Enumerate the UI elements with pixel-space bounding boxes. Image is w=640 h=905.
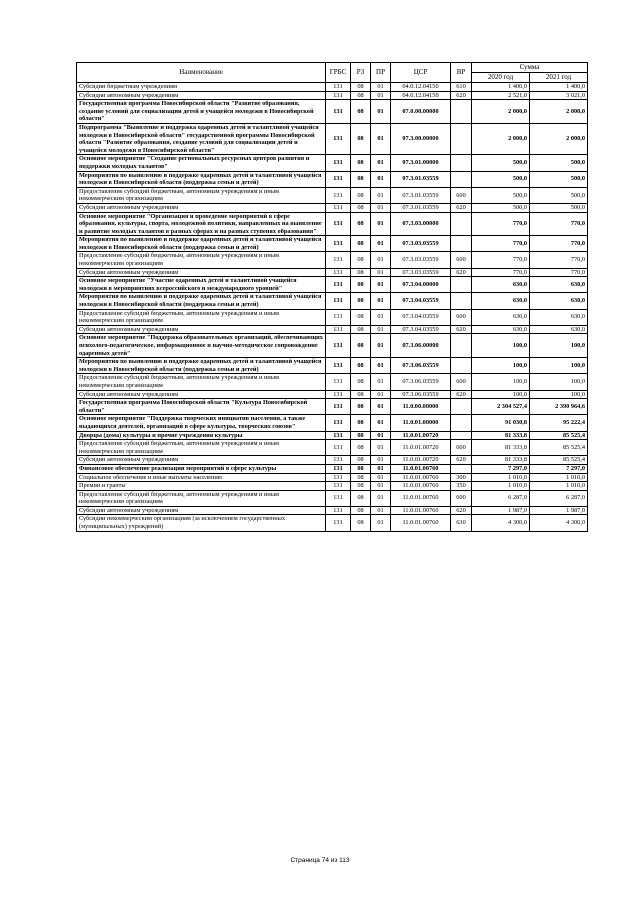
- cell-name: Предоставление субсидий бюджетным, автономным учреждениям и иным некоммерческим организациям: [77, 309, 326, 325]
- cell-vr: [451, 293, 472, 309]
- cell-rz: 08: [351, 212, 371, 236]
- cell-grbs: 131: [326, 83, 351, 92]
- cell-pr: 01: [371, 91, 391, 100]
- cell-csr: 04.0.12.04150: [391, 83, 451, 92]
- cell-vr: 620: [451, 203, 472, 212]
- cell-rz: 08: [351, 515, 371, 531]
- cell-grbs: 131: [326, 431, 351, 440]
- cell-sum-2020: 500,0: [472, 187, 530, 203]
- table-row: [77, 399, 588, 415]
- cell-name: Дворцы (дома) культуры и прочие учреждения культуры: [77, 431, 326, 440]
- cell-sum-2020: 81 333,8: [472, 431, 530, 440]
- cell-sum-2021: 85 525,4: [530, 456, 588, 465]
- cell-sum-2020: 1 010,0: [472, 473, 530, 482]
- cell-grbs: 131: [326, 252, 351, 268]
- cell-sum-2020: 1 010,0: [472, 482, 530, 491]
- cell-vr: [451, 277, 472, 293]
- cell-sum-2020: 2 521,0: [472, 91, 530, 100]
- cell-sum-2021: 1 010,0: [530, 482, 588, 491]
- cell-name: Субсидии автономным учреждениям: [77, 268, 326, 277]
- cell-name: Субсидии некоммерческим организациям (за исключением государственных (муниципальных) учреждений): [77, 515, 326, 531]
- table-row: [77, 155, 588, 171]
- cell-pr: 01: [371, 464, 391, 473]
- cell-grbs: 131: [326, 123, 351, 154]
- cell-grbs: 131: [326, 309, 351, 325]
- cell-rz: 08: [351, 399, 371, 415]
- cell-rz: 08: [351, 374, 371, 390]
- cell-pr: 01: [371, 390, 391, 399]
- cell-sum-2020: 630,0: [472, 277, 530, 293]
- cell-csr: 11.0.01.00720: [391, 431, 451, 440]
- cell-grbs: 131: [326, 171, 351, 187]
- cell-vr: 620: [451, 456, 472, 465]
- table-header: [77, 63, 588, 83]
- cell-sum-2021: 2 390 964,6: [530, 399, 588, 415]
- cell-vr: [451, 100, 472, 124]
- cell-csr: 07.3.04.03559: [391, 325, 451, 334]
- cell-grbs: 131: [326, 464, 351, 473]
- table-row: [77, 440, 588, 456]
- budget-table: [76, 62, 588, 532]
- cell-pr: 01: [371, 482, 391, 491]
- cell-grbs: 131: [326, 473, 351, 482]
- cell-pr: 01: [371, 268, 391, 277]
- cell-rz: 08: [351, 236, 371, 252]
- table-row: [77, 431, 588, 440]
- cell-pr: 01: [371, 83, 391, 92]
- cell-csr: 07.3.06.03559: [391, 358, 451, 374]
- cell-rz: 08: [351, 456, 371, 465]
- cell-sum-2021: 500,0: [530, 203, 588, 212]
- cell-sum-2021: 770,0: [530, 236, 588, 252]
- cell-pr: 01: [371, 155, 391, 171]
- cell-sum-2020: 630,0: [472, 293, 530, 309]
- cell-rz: 08: [351, 309, 371, 325]
- cell-sum-2021: 2 000,0: [530, 123, 588, 154]
- cell-sum-2020: 100,0: [472, 374, 530, 390]
- cell-csr: 04.0.12.04150: [391, 91, 451, 100]
- cell-csr: 07.3.03.03559: [391, 252, 451, 268]
- cell-vr: [451, 399, 472, 415]
- cell-csr: 07.3.01.00000: [391, 155, 451, 171]
- cell-vr: 600: [451, 252, 472, 268]
- cell-sum-2020: 1 987,0: [472, 506, 530, 515]
- table-row: [77, 374, 588, 390]
- cell-sum-2020: 6 287,0: [472, 490, 530, 506]
- cell-grbs: 131: [326, 456, 351, 465]
- cell-csr: 07.3.06.00000: [391, 334, 451, 358]
- cell-sum-2020: 7 297,0: [472, 464, 530, 473]
- cell-csr: 11.0.01.00720: [391, 440, 451, 456]
- header-csr: ЦСР: [391, 63, 451, 83]
- cell-name: Мероприятия по выявлению и поддержке одаренных детей и талантливой учащейся молодежи в Новосибирской области (поддержка семьи и детей): [77, 293, 326, 309]
- cell-grbs: 131: [326, 358, 351, 374]
- cell-sum-2020: 100,0: [472, 390, 530, 399]
- header-vr: ВР: [451, 63, 472, 83]
- cell-name: Основное мероприятие "Создание региональных ресурсных центров развития и поддержки молодых талантов": [77, 155, 326, 171]
- cell-vr: 620: [451, 506, 472, 515]
- cell-pr: 01: [371, 440, 391, 456]
- cell-vr: 600: [451, 374, 472, 390]
- cell-rz: 08: [351, 293, 371, 309]
- cell-pr: 01: [371, 212, 391, 236]
- cell-pr: 01: [371, 456, 391, 465]
- cell-grbs: 131: [326, 325, 351, 334]
- table-row: [77, 268, 588, 277]
- cell-csr: 11.0.00.00000: [391, 399, 451, 415]
- cell-rz: 08: [351, 123, 371, 154]
- cell-name: Субсидии автономным учреждениям: [77, 203, 326, 212]
- cell-csr: 11.0.01.00760: [391, 515, 451, 531]
- cell-sum-2020: 2 304 527,4: [472, 399, 530, 415]
- cell-vr: [451, 236, 472, 252]
- cell-pr: 01: [371, 293, 391, 309]
- table-row: [77, 236, 588, 252]
- cell-name: Социальное обеспечение и иные выплаты населению: [77, 473, 326, 482]
- cell-rz: 08: [351, 100, 371, 124]
- cell-rz: 08: [351, 415, 371, 431]
- cell-rz: 08: [351, 83, 371, 92]
- cell-name: Предоставление субсидий бюджетным, автономным учреждениям и иным некоммерческим организациям: [77, 187, 326, 203]
- table-row: [77, 473, 588, 482]
- cell-grbs: 131: [326, 399, 351, 415]
- cell-pr: 01: [371, 187, 391, 203]
- cell-grbs: 131: [326, 490, 351, 506]
- cell-sum-2020: 91 030,8: [472, 415, 530, 431]
- cell-vr: [451, 334, 472, 358]
- table-row: [77, 91, 588, 100]
- cell-sum-2020: 500,0: [472, 171, 530, 187]
- cell-pr: 01: [371, 171, 391, 187]
- cell-vr: [451, 431, 472, 440]
- cell-csr: 11.0.01.00760: [391, 473, 451, 482]
- header-rz: РЗ: [351, 63, 371, 83]
- cell-sum-2021: 100,0: [530, 334, 588, 358]
- cell-rz: 08: [351, 268, 371, 277]
- cell-grbs: 131: [326, 374, 351, 390]
- cell-pr: 01: [371, 100, 391, 124]
- cell-grbs: 131: [326, 100, 351, 124]
- cell-csr: 11.0.01.00720: [391, 456, 451, 465]
- cell-sum-2021: 100,0: [530, 390, 588, 399]
- table-row: [77, 187, 588, 203]
- cell-name: Субсидии бюджетным учреждениям: [77, 83, 326, 92]
- cell-vr: [451, 123, 472, 154]
- cell-name: Субсидии автономным учреждениям: [77, 390, 326, 399]
- cell-sum-2021: 3 021,0: [530, 91, 588, 100]
- header-pr: ПР: [371, 63, 391, 83]
- cell-pr: 01: [371, 399, 391, 415]
- cell-grbs: 131: [326, 187, 351, 203]
- page-number: Страница 74 из 113: [290, 857, 350, 864]
- cell-rz: 08: [351, 473, 371, 482]
- cell-sum-2021: 95 222,4: [530, 415, 588, 431]
- table-row: [77, 390, 588, 399]
- cell-csr: 07.0.00.00000: [391, 100, 451, 124]
- table-row: [77, 482, 588, 491]
- table-row: [77, 464, 588, 473]
- cell-rz: 08: [351, 203, 371, 212]
- cell-sum-2020: 4 300,0: [472, 515, 530, 531]
- cell-vr: 600: [451, 187, 472, 203]
- table-row: [77, 325, 588, 334]
- table-row: [77, 100, 588, 124]
- cell-pr: 01: [371, 309, 391, 325]
- cell-name: Мероприятия по выявлению и поддержке одаренных детей и талантливой учащейся молодежи в Новосибирской области (поддержка семьи и детей): [77, 171, 326, 187]
- cell-name: Премии и гранты: [77, 482, 326, 491]
- cell-vr: 620: [451, 325, 472, 334]
- cell-pr: 01: [371, 374, 391, 390]
- cell-name: Предоставление субсидий бюджетным, автономным учреждениям и иным некоммерческим организациям: [77, 374, 326, 390]
- cell-sum-2020: 500,0: [472, 155, 530, 171]
- cell-sum-2021: 85 525,4: [530, 440, 588, 456]
- table-row: [77, 171, 588, 187]
- cell-sum-2020: 630,0: [472, 309, 530, 325]
- cell-sum-2020: 1 400,0: [472, 83, 530, 92]
- cell-rz: 08: [351, 440, 371, 456]
- cell-sum-2021: 770,0: [530, 268, 588, 277]
- cell-name: Основное мероприятие "Поддержка образовательных организаций, обеспечивающих психолого-педагогическое, информационное и научно-методическое сопровождение одаренных детей": [77, 334, 326, 358]
- cell-csr: 11.0.01.00760: [391, 464, 451, 473]
- cell-rz: 08: [351, 277, 371, 293]
- cell-csr: 11.0.01.00760: [391, 490, 451, 506]
- cell-sum-2020: 100,0: [472, 334, 530, 358]
- cell-pr: 01: [371, 358, 391, 374]
- cell-pr: 01: [371, 515, 391, 531]
- cell-pr: 01: [371, 277, 391, 293]
- cell-sum-2020: 500,0: [472, 203, 530, 212]
- cell-grbs: 131: [326, 155, 351, 171]
- table-row: [77, 293, 588, 309]
- cell-csr: 11.0.01.00760: [391, 482, 451, 491]
- cell-rz: 08: [351, 482, 371, 491]
- cell-rz: 08: [351, 187, 371, 203]
- cell-sum-2021: 630,0: [530, 325, 588, 334]
- cell-vr: [451, 155, 472, 171]
- cell-rz: 08: [351, 91, 371, 100]
- cell-name: Мероприятия по выявлению и поддержке одаренных детей и талантливой учащейся молодежи в Новосибирской области (поддержка семьи и детей): [77, 358, 326, 374]
- cell-sum-2021: 85 525,4: [530, 431, 588, 440]
- cell-sum-2020: 100,0: [472, 358, 530, 374]
- cell-rz: 08: [351, 506, 371, 515]
- table-body: [77, 83, 588, 532]
- cell-csr: 11.0.01.00000: [391, 415, 451, 431]
- cell-vr: 600: [451, 490, 472, 506]
- table-row: [77, 309, 588, 325]
- table-row: [77, 506, 588, 515]
- cell-name: Государственная программа Новосибирской области "Развитие образования, создание условий для социализации детей и учащейся молодежи в Новосибирской области": [77, 100, 326, 124]
- cell-rz: 08: [351, 171, 371, 187]
- header-year-2021: 2021 год: [530, 73, 588, 83]
- cell-pr: 01: [371, 236, 391, 252]
- cell-name: Субсидии автономным учреждениям: [77, 456, 326, 465]
- cell-grbs: 131: [326, 334, 351, 358]
- cell-vr: 610: [451, 83, 472, 92]
- cell-rz: 08: [351, 325, 371, 334]
- table-row: [77, 83, 588, 92]
- cell-pr: 01: [371, 203, 391, 212]
- cell-name: Основное мероприятие "Поддержка творческих инициатив населения, а также выдающихся деятелей, организаций в сфере культуры, творческих союзов": [77, 415, 326, 431]
- table-row: [77, 515, 588, 531]
- cell-csr: 07.3.04.00000: [391, 277, 451, 293]
- cell-csr: 07.3.03.03559: [391, 268, 451, 277]
- table-row: [77, 358, 588, 374]
- table-row: [77, 203, 588, 212]
- cell-name: Основное мероприятие "Участие одаренных детей и талантливой учащейся молодежи в мероприятиях всероссийского и международного уровней": [77, 277, 326, 293]
- cell-sum-2020: 2 000,0: [472, 123, 530, 154]
- cell-csr: 07.3.04.03559: [391, 293, 451, 309]
- cell-name: Государственная программа Новосибирской области "Культура Новосибирской области": [77, 399, 326, 415]
- cell-sum-2021: 1 987,0: [530, 506, 588, 515]
- header-name: Наименование: [77, 63, 326, 83]
- cell-vr: 630: [451, 515, 472, 531]
- cell-grbs: 131: [326, 293, 351, 309]
- cell-rz: 08: [351, 464, 371, 473]
- cell-vr: 350: [451, 482, 472, 491]
- cell-rz: 08: [351, 155, 371, 171]
- cell-grbs: 131: [326, 277, 351, 293]
- cell-rz: 08: [351, 431, 371, 440]
- cell-sum-2021: 630,0: [530, 309, 588, 325]
- cell-pr: 01: [371, 325, 391, 334]
- cell-grbs: 131: [326, 440, 351, 456]
- cell-name: Субсидии автономным учреждениям: [77, 506, 326, 515]
- cell-pr: 01: [371, 490, 391, 506]
- cell-vr: 620: [451, 91, 472, 100]
- cell-name: Субсидии автономным учреждениям: [77, 325, 326, 334]
- cell-sum-2021: 1 010,0: [530, 473, 588, 482]
- cell-vr: [451, 358, 472, 374]
- cell-name: Финансовое обеспечение реализации мероприятий в сфере культуры: [77, 464, 326, 473]
- header-grbs: ГРБС: [326, 63, 351, 83]
- table-row: [77, 277, 588, 293]
- cell-rz: 08: [351, 358, 371, 374]
- cell-sum-2020: 770,0: [472, 252, 530, 268]
- cell-sum-2021: 770,0: [530, 252, 588, 268]
- cell-pr: 01: [371, 334, 391, 358]
- cell-sum-2021: 100,0: [530, 374, 588, 390]
- cell-vr: 600: [451, 309, 472, 325]
- cell-pr: 01: [371, 415, 391, 431]
- cell-vr: 620: [451, 268, 472, 277]
- header-year-2020: 2020 год: [472, 73, 530, 83]
- cell-name: Подпрограмма "Выявление и поддержка одаренных детей и талантливой учащейся молодежи в Новосибирской области" государственной программы Новосибирской области "Развитие образования, создание условий для социализации детей и учащейся молодежи в Новосибирской области": [77, 123, 326, 154]
- cell-vr: [451, 415, 472, 431]
- cell-sum-2021: 6 287,0: [530, 490, 588, 506]
- cell-csr: 07.3.00.00000: [391, 123, 451, 154]
- cell-sum-2021: 630,0: [530, 293, 588, 309]
- cell-csr: 07.3.01.03559: [391, 171, 451, 187]
- cell-grbs: 131: [326, 236, 351, 252]
- cell-sum-2021: 630,0: [530, 277, 588, 293]
- cell-grbs: 131: [326, 390, 351, 399]
- table-row: [77, 456, 588, 465]
- cell-vr: [451, 464, 472, 473]
- cell-vr: [451, 212, 472, 236]
- cell-sum-2020: 81 333,8: [472, 456, 530, 465]
- cell-csr: 07.3.01.03559: [391, 203, 451, 212]
- table-row: [77, 490, 588, 506]
- cell-sum-2021: 500,0: [530, 171, 588, 187]
- cell-sum-2020: 81 333,8: [472, 440, 530, 456]
- cell-name: Основное мероприятие "Организация и проведение мероприятий в сфере образования, культуры, спорта, молодежной политики, направленных на выявление и развитие молодых талантов в разных сферах и на разных ступенях образования": [77, 212, 326, 236]
- cell-pr: 01: [371, 473, 391, 482]
- cell-name: Предоставление субсидий бюджетным, автономным учреждениям и иным некоммерческим организациям: [77, 252, 326, 268]
- cell-pr: 01: [371, 506, 391, 515]
- cell-vr: [451, 171, 472, 187]
- cell-name: Предоставление субсидий бюджетным, автономным учреждениям и иным некоммерческим организациям: [77, 490, 326, 506]
- cell-vr: 620: [451, 390, 472, 399]
- cell-name: Мероприятия по выявлению и поддержке одаренных детей и талантливой учащейся молодежи в Новосибирской области (поддержка семьи и детей): [77, 236, 326, 252]
- cell-csr: 07.3.06.03559: [391, 374, 451, 390]
- cell-sum-2021: 500,0: [530, 187, 588, 203]
- cell-sum-2021: 2 000,0: [530, 100, 588, 124]
- cell-rz: 08: [351, 390, 371, 399]
- cell-grbs: 131: [326, 506, 351, 515]
- cell-csr: 07.3.03.03559: [391, 236, 451, 252]
- cell-sum-2021: 4 300,0: [530, 515, 588, 531]
- cell-name: Предоставление субсидий бюджетным, автономным учреждениям и иным некоммерческим организациям: [77, 440, 326, 456]
- cell-sum-2020: 770,0: [472, 212, 530, 236]
- cell-sum-2020: 2 000,0: [472, 100, 530, 124]
- cell-grbs: 131: [326, 212, 351, 236]
- cell-grbs: 131: [326, 203, 351, 212]
- cell-name: Субсидии автономным учреждениям: [77, 91, 326, 100]
- cell-grbs: 131: [326, 415, 351, 431]
- cell-rz: 08: [351, 252, 371, 268]
- cell-vr: 600: [451, 440, 472, 456]
- cell-vr: 300: [451, 473, 472, 482]
- cell-grbs: 131: [326, 515, 351, 531]
- table-row: [77, 334, 588, 358]
- cell-sum-2021: 1 400,0: [530, 83, 588, 92]
- cell-pr: 01: [371, 123, 391, 154]
- table-row: [77, 123, 588, 154]
- cell-csr: 07.3.03.00000: [391, 212, 451, 236]
- cell-csr: 11.0.01.00760: [391, 506, 451, 515]
- cell-csr: 07.3.01.03559: [391, 187, 451, 203]
- cell-rz: 08: [351, 490, 371, 506]
- cell-csr: 07.3.06.03559: [391, 390, 451, 399]
- table-row: [77, 415, 588, 431]
- cell-grbs: 131: [326, 268, 351, 277]
- table-row: [77, 212, 588, 236]
- cell-sum-2020: 770,0: [472, 236, 530, 252]
- cell-sum-2021: 100,0: [530, 358, 588, 374]
- cell-sum-2021: 7 297,0: [530, 464, 588, 473]
- header-sum: Сумма: [472, 63, 588, 73]
- cell-sum-2020: 770,0: [472, 268, 530, 277]
- cell-grbs: 131: [326, 91, 351, 100]
- table-row: [77, 252, 588, 268]
- cell-csr: 07.3.04.03559: [391, 309, 451, 325]
- cell-sum-2020: 630,0: [472, 325, 530, 334]
- cell-sum-2021: 770,0: [530, 212, 588, 236]
- cell-sum-2021: 500,0: [530, 155, 588, 171]
- cell-grbs: 131: [326, 482, 351, 491]
- cell-pr: 01: [371, 431, 391, 440]
- cell-rz: 08: [351, 334, 371, 358]
- cell-pr: 01: [371, 252, 391, 268]
